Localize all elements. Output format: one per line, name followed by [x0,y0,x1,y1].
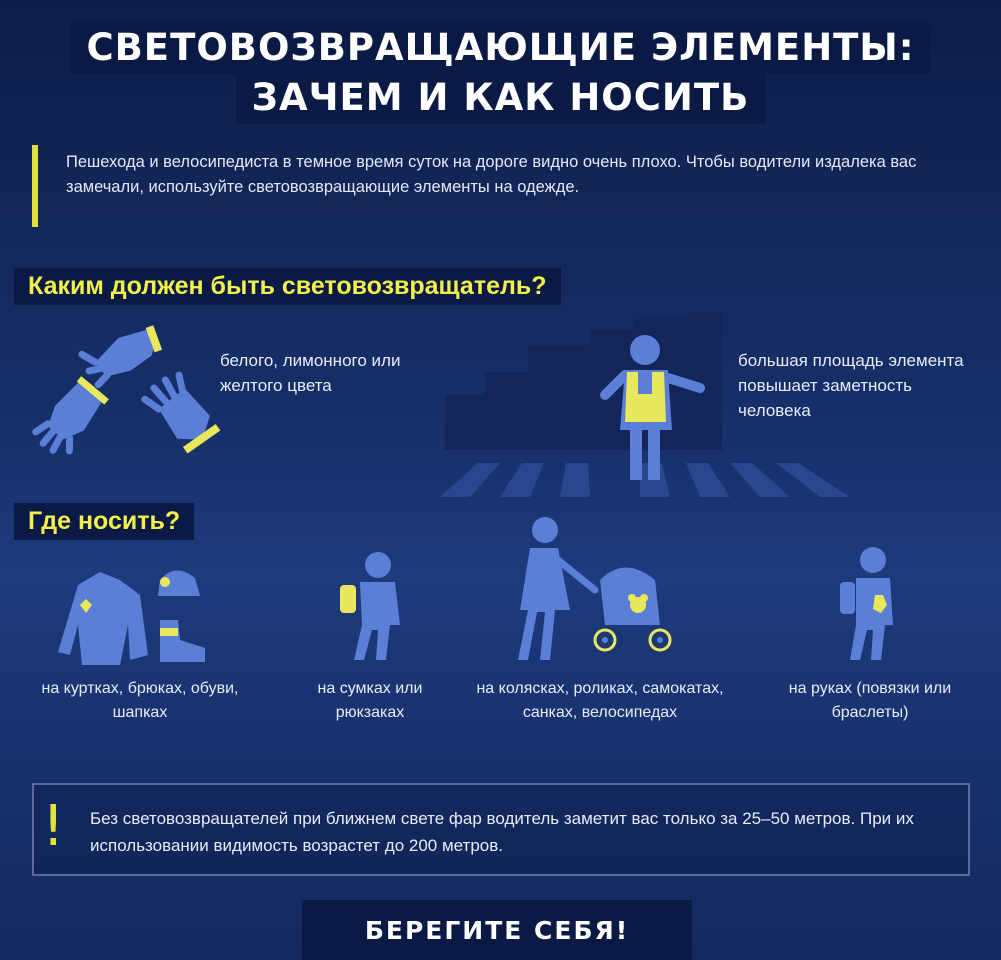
section2-heading: Где носить? [14,503,194,540]
intro-accent-bar [32,145,38,227]
footer-banner: БЕРЕГИТЕ СЕБЯ! [302,900,692,960]
area-caption: большая площадь элемента повышает заметность человека [738,351,964,420]
caption-clothes: на куртках, брюках, обуви, шапках [41,680,239,721]
caption-bags: на сумках или рюкзаках [317,680,423,721]
intro-text: Пешехода и велосипедиста в темное время суток на дороге видно очень плохо. Чтобы водители издалека вас замечали, используйте световозвращающие элементы на одежде. [66,153,917,196]
title-line-2: ЗАЧЕМ И КАК НОСИТЬ [236,72,766,124]
warning-text: Без световозвращателей при ближнем свете фар водитель заметит вас только за 25–50 метров. При их использовании видимость возрастет до 200 метров. [90,809,914,855]
title-line-1: СВЕТОВОЗВРАЩАЮЩИЕ ЭЛЕМЕНТЫ: [70,22,930,74]
caption-hands: на руках (повязки или браслеты) [788,680,952,721]
caption-strollers: на колясках, роликах, самокатах, санках, велосипедах [476,680,724,721]
warning-mark: ! [42,794,65,859]
section1-heading: Каким должен быть световозвращатель? [14,268,561,305]
color-caption: белого, лимонного или желтого цвета [220,351,401,395]
